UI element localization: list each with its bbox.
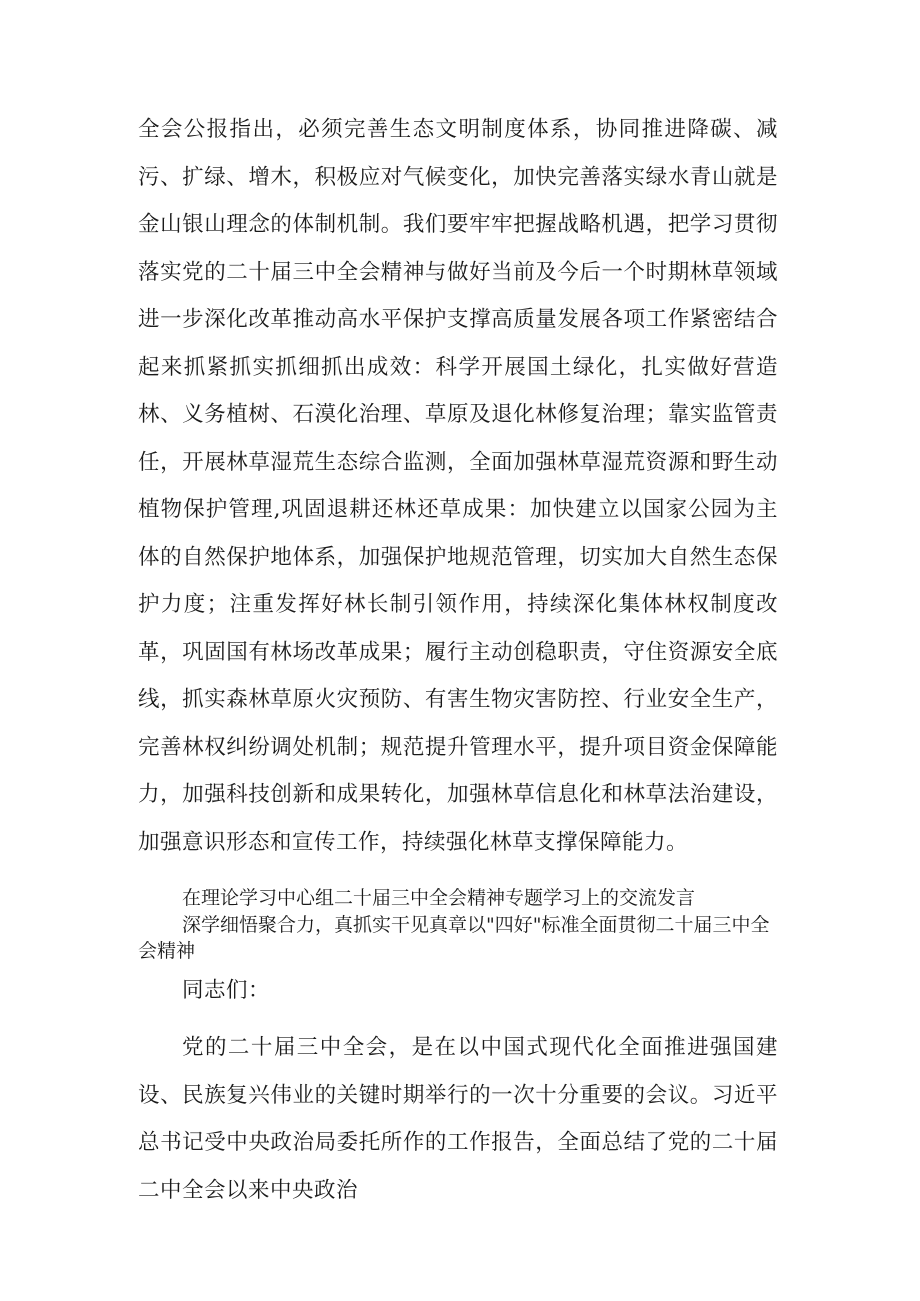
speech-subtitle: 深学细悟聚合力，真抓实干见真章以"四好"标准全面贯彻二十届三中全会精神 [138, 914, 770, 962]
greeting: 同志们： [182, 978, 271, 1003]
body-paragraph-1: 全会公报指出，必须完善生态文明制度体系，协同推进降碳、减污、扩绿、增木，积极应对气候变化，加快完善落实绿水青山就是金山银山理念的体制机制。我们要牢牢把握战略机遇，把学习贯彻落实党的二十届三中全会精神与做好当前及今后一个时期林草领域进一步深化改革推动高水平保护支撑高质量发展各项工作紧密结合起来抓紧抓实抓细抓出成效：科学开展国土绿化，扎实做好营造林、义务植树、石漠化治理、草原及退化林修复治理；靠实监管责任，开展林草湿荒生态综合监测，全面加强林草湿荒资源和野生动植物保护管理,巩固退耕还林还草成果：加快建立以国家公园为主体的自然保护地体系，加强保护地规范管理，切实加大自然生态保护力度；注重发挥好林长制引领作用，持续深化集体林权制度改革，巩固国有林场改革成果；履行主动创稳职责，守住资源安全底线，抓实森林草原火灾预防、有害生物灾害防控、行业安全生产，完善林权纠纷调处机制；规范提升管理水平，提升项目资金保障能力，加强科技创新和成果转化，加强林草信息化和林草法治建设，加强意识形态和宣传工作，持续强化林草支撑保障能力。 [138, 117, 778, 855]
speech-title: 在理论学习中心组二十届三中全会精神专题学习上的交流发言 [182, 887, 696, 909]
body-paragraph-2: 党的二十届三中全会，是在以中国式现代化全面推进强国建设、民族复兴伟业的关键时期举行的一次十分重要的会议。习近平总书记受中央政治局委托所作的工作报告，全面总结了党的二十届二中全会以来中央政治 [138, 1035, 778, 1203]
